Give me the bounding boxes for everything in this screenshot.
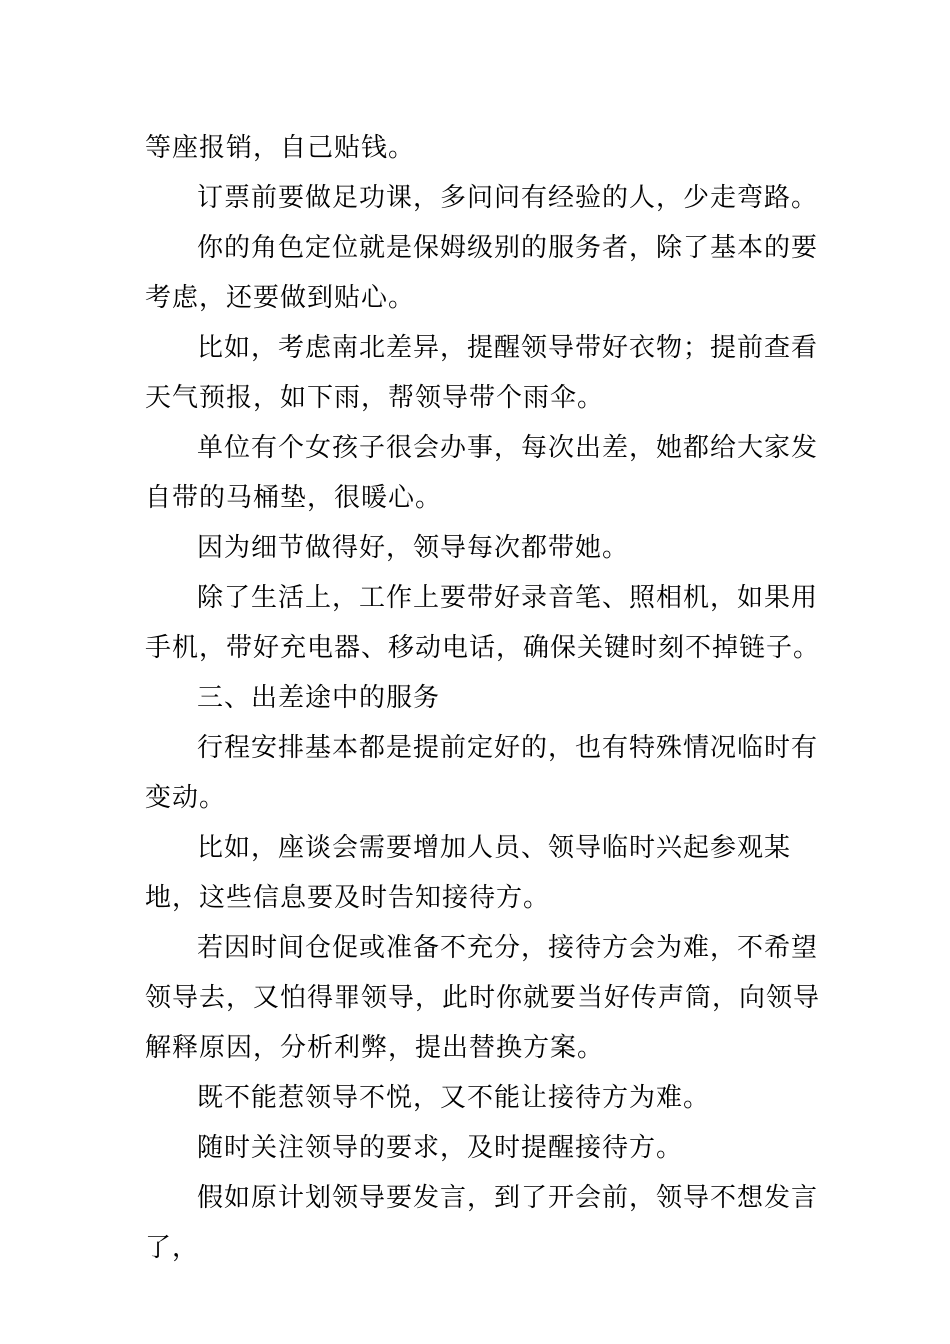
document-body bbox=[145, 123, 825, 1273]
paragraph: 行程安排基本都是提前定好的，也有特殊情况临时有变动。 bbox=[145, 733, 819, 813]
paragraph: 既不能惹领导不悦，又不能让接待方为难。 bbox=[197, 1083, 711, 1113]
paragraph: 单位有个女孩子很会办事，每次出差，她都给大家发自带的马桶垫，很暖心。 bbox=[145, 433, 819, 513]
paragraph: 若因时间仓促或准备不充分，接待方会为难，不希望领导去，又怕得罪领导，此时你就要当好传声筒，向领导解释原因，分析利弊，提出替换方案。 bbox=[145, 933, 821, 1063]
paragraph: 因为细节做得好，领导每次都带她。 bbox=[197, 533, 630, 563]
paragraph: 随时关注领导的要求，及时提醒接待方。 bbox=[197, 1133, 684, 1163]
paragraph: 除了生活上，工作上要带好录音笔、照相机，如果用手机，带好充电器、移动电话，确保关键时刻不掉链子。 bbox=[145, 583, 821, 663]
paragraph: 假如原计划领导要发言，到了开会前，领导不想发言了， bbox=[145, 1183, 819, 1263]
paragraph: 订票前要做足功课，多问问有经验的人，少走弯路。 bbox=[197, 183, 819, 213]
section-heading: 三、出差途中的服务 bbox=[197, 683, 441, 713]
paragraph: 你的角色定位就是保姆级别的服务者，除了基本的要考虑，还要做到贴心。 bbox=[145, 233, 819, 313]
paragraph: 比如，座谈会需要增加人员、领导临时兴起参观某地，这些信息要及时告知接待方。 bbox=[145, 833, 792, 913]
paragraph: 比如，考虑南北差异，提醒领导带好衣物；提前查看天气预报，如下雨，帮领导带个雨伞。 bbox=[145, 333, 819, 413]
paragraph-continuation: 等座报销，自己贴钱。 bbox=[145, 133, 416, 163]
